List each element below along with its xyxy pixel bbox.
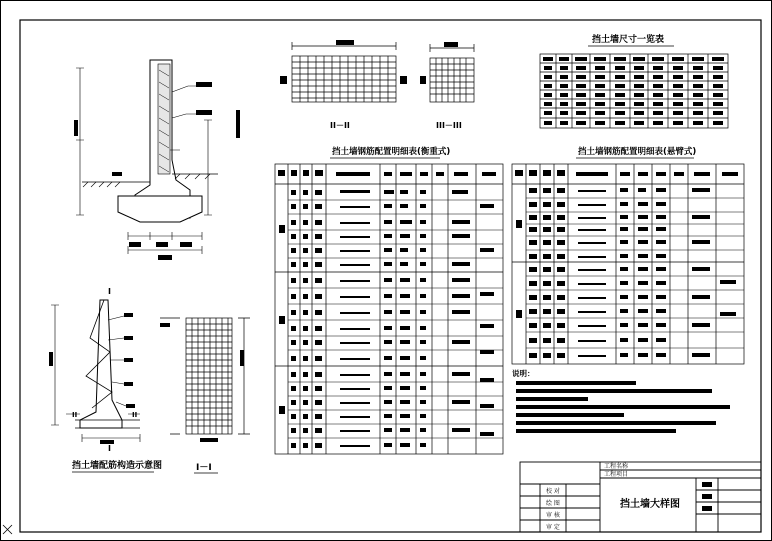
role-approve: 审 定: [546, 524, 560, 531]
dim-table-title: 挡土墙尺寸一览表: [592, 35, 665, 45]
notes-heading: 说明：: [512, 369, 535, 378]
project-name-label: 工程名称: [604, 463, 629, 470]
role-draw: 绘 图: [546, 500, 560, 507]
role-review: 审 核: [546, 512, 560, 519]
svg-text:I: I: [108, 444, 111, 453]
rebar-table-2-title: 挡土墙钢筋配置明细表(悬臂式): [578, 147, 697, 157]
section-III-label: III－III: [436, 121, 462, 130]
drawing-caption: 挡土墙配筋构造示意图: [72, 461, 163, 471]
svg-text:II: II: [132, 411, 138, 419]
svg-text:I: I: [108, 287, 111, 296]
drawing-title: 挡土墙大样图: [620, 499, 680, 510]
role-check: 校 对: [546, 488, 560, 495]
section-I-label: I－I: [196, 463, 212, 473]
section-II-label: II－II: [330, 121, 350, 130]
project-item-label: 工程项目: [604, 471, 629, 478]
svg-text:II: II: [72, 411, 78, 419]
rebar-table-1-title: 挡土墙钢筋配置明细表(衡重式): [332, 147, 451, 157]
title-block-marks: [702, 482, 712, 511]
